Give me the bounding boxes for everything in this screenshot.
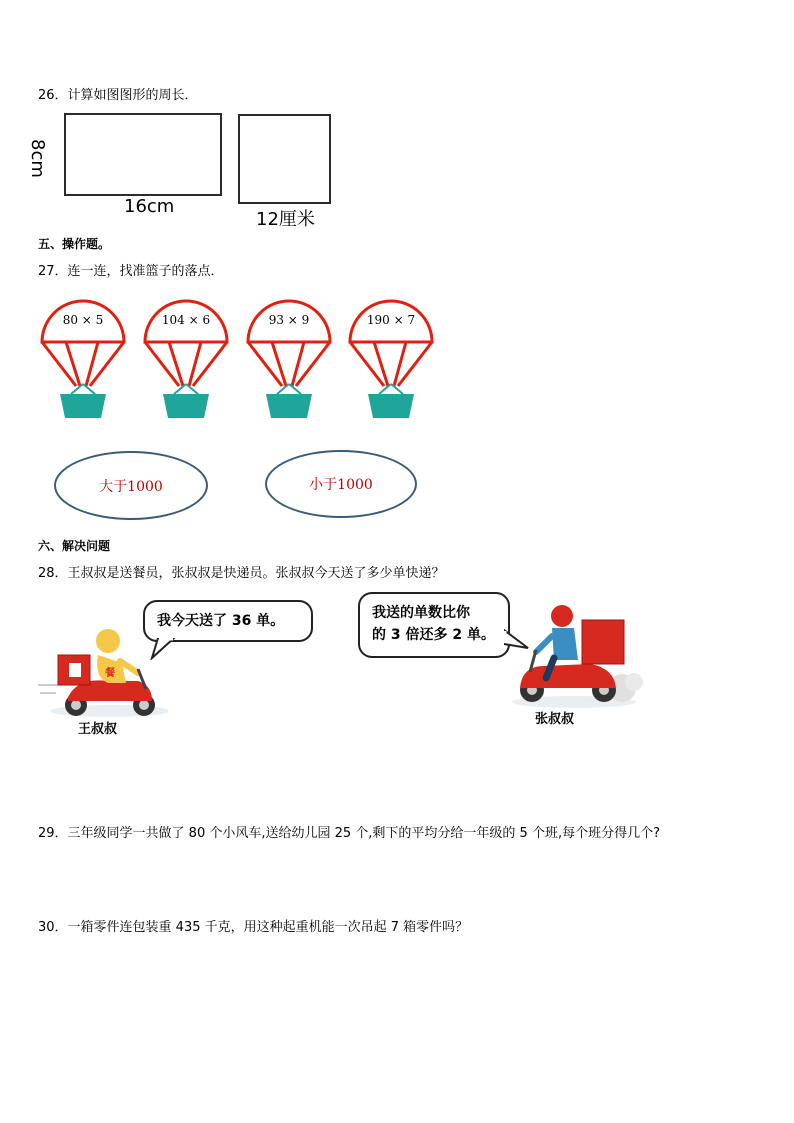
parachute-label: 190 × 7 — [366, 313, 416, 327]
speech-bubble-right — [358, 592, 510, 658]
box-char: 餐 — [105, 668, 115, 679]
rect-height-label: 8cm — [26, 139, 48, 178]
q28-illustration — [38, 590, 642, 750]
section5-title: 五、操作题。 — [38, 237, 111, 251]
q28-text: 28．王叔叔是送餐员，张叔叔是快递员。张叔叔今天送了多少单快递？ — [38, 566, 445, 581]
parachute-4[interactable] — [346, 298, 436, 423]
q30-text: 30．一箱零件连包装重 435 千克，用这种起重机能一次吊起 7 箱零件吗？ — [38, 920, 469, 935]
square-side-label: 12厘米 — [256, 209, 315, 230]
rect-width-label: 16cm — [124, 196, 175, 217]
q26-text: 26．计算如图图形的周长． — [38, 88, 198, 103]
oval-greater-1000[interactable]: 大于1000 — [54, 451, 208, 520]
oval-less-1000[interactable]: 小于1000 — [265, 450, 417, 518]
parachute-1[interactable] — [38, 298, 128, 423]
name-right: 张叔叔 — [535, 712, 575, 727]
courier-scooter-icon — [504, 598, 644, 713]
bubble-left-text: 我今天送了 36 单。 — [157, 613, 285, 629]
rectangle-figure — [64, 113, 222, 196]
square-figure — [238, 114, 331, 204]
speech-bubble-left — [143, 600, 313, 642]
q27-text: 27．连一连，找准篮子的落点． — [38, 264, 224, 279]
parachute-3[interactable] — [244, 298, 334, 423]
bubble-tail-icon — [150, 638, 180, 660]
q29-text: 29．三年级同学一共做了 80 个小风车,送给幼儿园 25 个,剩下的平均分给一年级的 5 个班,每个班分得几个? — [38, 826, 660, 841]
bubble-right-line2: 的 3 倍还多 2 单。 — [372, 627, 495, 643]
parachute-2[interactable] — [141, 298, 231, 423]
name-left: 王叔叔 — [78, 722, 118, 737]
bubble-right-line1: 我送的单数比你 — [372, 605, 470, 621]
parachute-label: 80 × 5 — [62, 313, 104, 327]
section6-title: 六、解决问题 — [38, 539, 111, 553]
parachute-label: 93 × 9 — [268, 313, 310, 327]
parachute-label: 104 × 6 — [161, 313, 211, 327]
